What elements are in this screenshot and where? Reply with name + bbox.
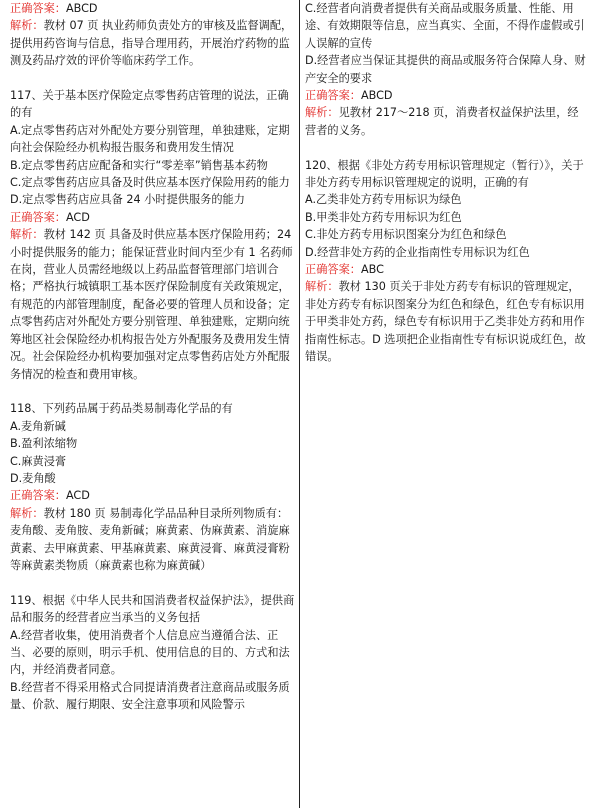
q119-option-a: A.经营者收集，使用消费者个人信息应当遵循合法、正当、必要的原则，明示手机、使用信息的目的、方式和法内，并经消费者同意。: [10, 628, 290, 677]
q117-option-b: B.定点零售药店应配备和实行“零差率”销售基本药物: [10, 158, 268, 172]
q118-option-b: B.盈利浓缩物: [10, 437, 78, 451]
q119-analysis: 解析：见教材 217～218 页，消费者权益保护法里，经营者的义务。: [305, 106, 579, 137]
q118-analysis: 解析：教材 180 页 易制毒化学品品种目录所列物质有：麦角酸、麦角胺、麦角新碱；麻黄素、伪麻黄素、消旋麻黄素、去甲麻黄素、甲基麻黄素、麻黄浸膏、麻黄浸膏粉等麻黄素类物质（麻黄素也称为麻黄碱）: [10, 506, 290, 572]
q120-option-a: A.乙类非处方药专用标识为绿色: [305, 193, 462, 207]
q119-question: 119、根据《中华人民共和国消费者权益保护法》，提供商品和服务的经营者应当承当的义务包括: [10, 593, 295, 625]
q118-question: 118、下列药品属于药品类易制毒化学品的有: [10, 402, 233, 416]
q120-option-d: D.经营非处方药的企业指南性专用标识为红色: [305, 245, 530, 259]
q117-option-a: A.定点零售药店对外配处方要分别管理，单独建账，定期向社会保险经办机构报告服务和费用发生情况: [10, 123, 290, 155]
q117-option-d: D.定点零售药店应具备 24 小时提供服务的能力: [10, 193, 245, 207]
q117-analysis: 解析：教材 142 页 具备及时供应基本医疗保险用药；24 小时提供服务的能力；能保证营业时间内至少有 1 名药师在岗，营业人员需经地级以上药品监督管理部门培训合格；严格执行城镇职工基本医疗保险制度有关政策规定，有规范的内部管理制度，配备必要的管理人员和设备；定点零售药店对外配处方要分别管理、单独建账，定期向统筹地区社会保险经办机构报告处方外配服务及费用发生情况。社会保险经办机构要加强对定点零售药店处方外配服务情况的检查和费用审核。: [10, 228, 293, 381]
q117-question: 117、关于基本医疗保险定点零售药店管理的说法，正确的有: [10, 89, 289, 120]
q116-analysis: 解析：教材 07 页 执业药师负责处方的审核及监督调配，提供用药咨询与信息，指导合理用药，开展治疗药物的监测及药品疗效的评价等临床药学工作。: [10, 19, 293, 68]
q117-answer: 正确答案：ACD: [10, 210, 90, 224]
q119-answer: 正确答案：ABCD: [305, 89, 393, 103]
q119-option-b: B.经营者不得采用格式合同提请消费者注意商品或服务质量、价款、履行期限、安全注意事项和风险警示: [10, 680, 290, 712]
q120-option-c: C.非处方药专用标识图案分为红色和绿色: [305, 228, 507, 242]
q120-analysis: 解析：教材 130 页关于非处方药专有标识的管理规定，非处方药专有标识图案分为红色和绿色，红色专有标识用于甲类非处方药，绿色专有标识用于乙类非处方药和用作指南性标志。D 选项把企业指南性专有标识说成红色，故错误。: [305, 280, 586, 364]
q119-option-c: C.经营者向消费者提供有关商品或服务质量、性能、用途、有效期限等信息，应当真实、全面，不得作虚假或引人误解的宣传: [305, 2, 585, 50]
q120-question: 120、根据《非处方药专用标识管理规定（暂行）》，关于非处方药专用标识管理规定的说明，正确的有: [305, 158, 584, 190]
q118-answer: 正确答案：ACD: [10, 489, 90, 503]
left-column: [10, 0, 297, 714]
q116-answer: 正确答案：ABCD: [10, 2, 98, 15]
q118-option-a: A.麦角新碱: [10, 419, 66, 433]
q118-option-d: D.麦角酸: [10, 471, 56, 485]
q118-option-c: C.麻黄浸膏: [10, 454, 67, 468]
right-column: [305, 0, 587, 366]
q120-option-b: B.甲类非处方药专用标识为红色: [305, 210, 462, 224]
q119-option-d: D.经营者应当保证其提供的商品或服务符合保障人身、财产安全的要求: [305, 54, 586, 85]
q117-option-c: C.定点零售药店应具备及时供应基本医疗保险用药的能力: [10, 176, 290, 190]
column-divider: [299, 0, 300, 808]
q120-answer: 正确答案：ABC: [305, 263, 384, 277]
